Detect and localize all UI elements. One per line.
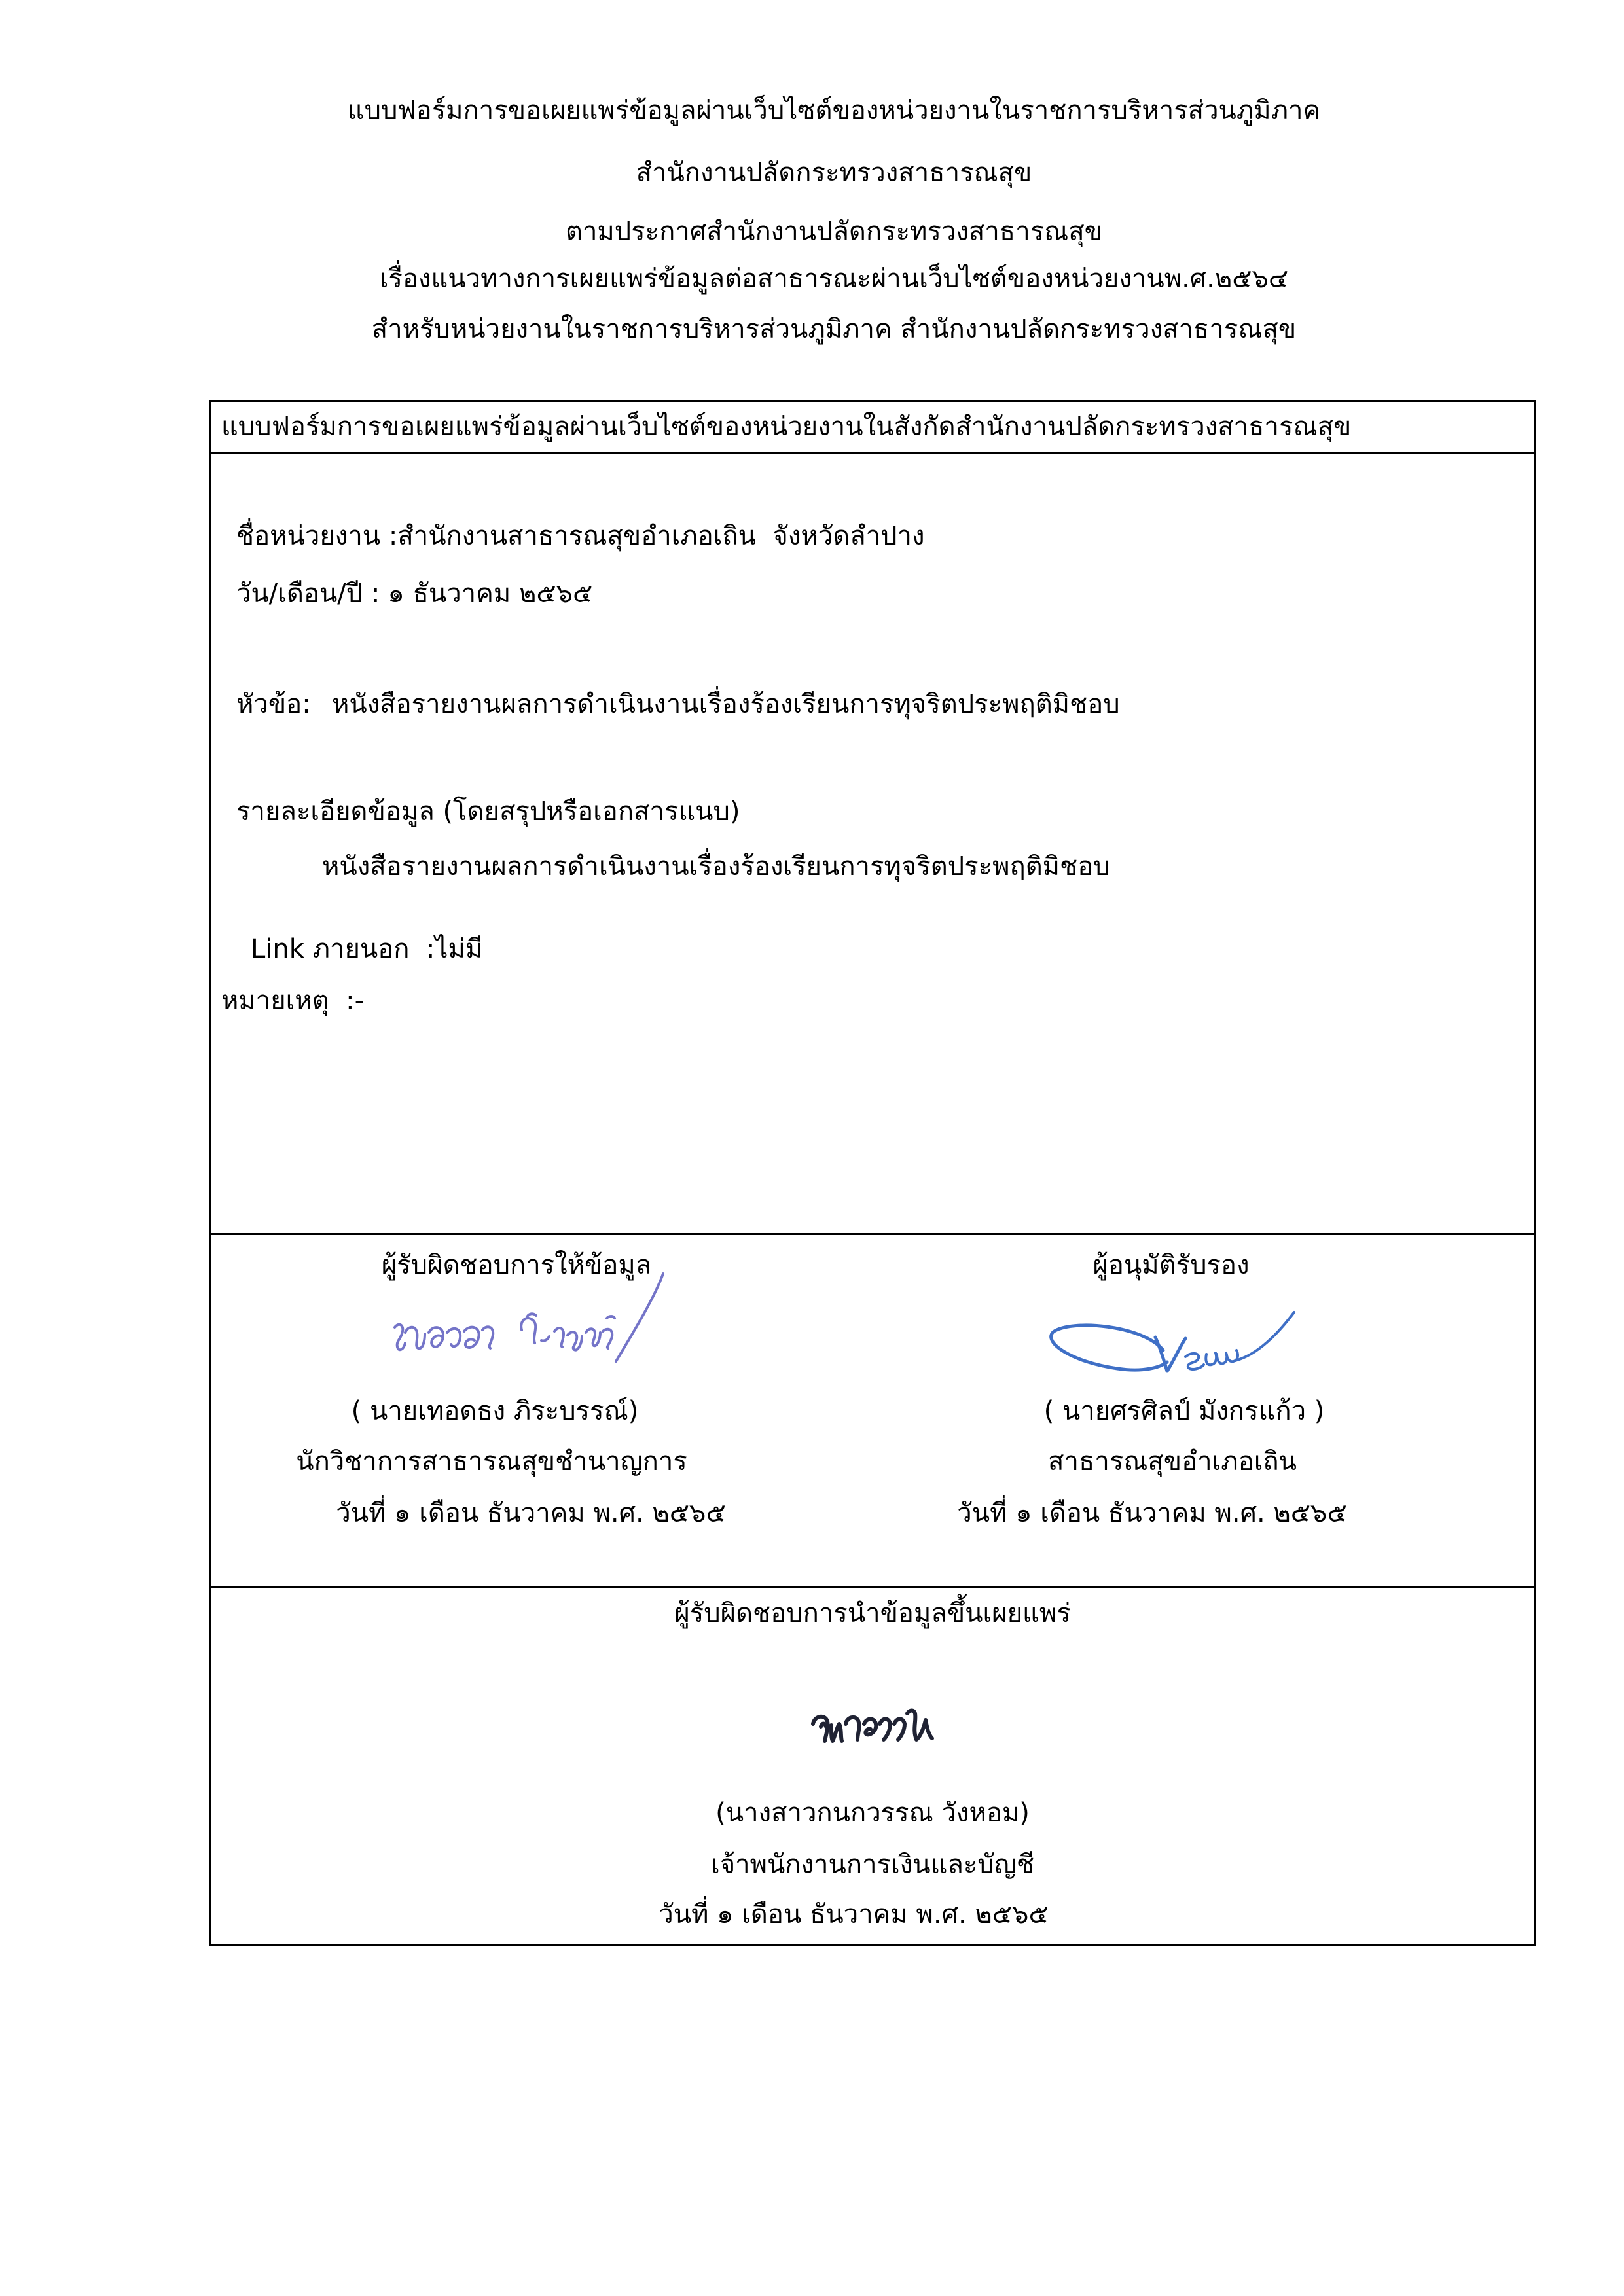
table-divider [209,452,1536,454]
publisher-signature-icon [809,1698,939,1751]
table-divider [209,1233,1536,1235]
date-line [236,575,592,612]
approver-name: ( นายศรศิลป์ มังกรแก้ว ) [1043,1396,1325,1426]
publisher-position: เจ้าพนักงานการเงินและบัญชี [711,1850,1034,1880]
approver-signature-icon [1045,1299,1323,1381]
form-title: แบบฟอร์มการขอเผยแพร่ข้อมูลผ่านเว็บไซต์ของหน่วยงานในสังกัดสำนักงานปลัดกระทรวงสาธารณสุข [221,412,1352,442]
agency-label: ชื่อหน่วยงาน : [236,521,398,551]
agency-value: สำนักงานสาธารณสุขอำเภอเถิน จังหวัดลำปาง [397,521,925,551]
provider-role: ผู้รับผิดชอบการให้ข้อมูล [381,1250,652,1280]
details-label: รายละเอียดข้อมูล (โดยสรุปหรือเอกสารแนบ) [236,797,740,827]
external-link-value: ไม่มี [435,934,483,964]
approver-position: สาธารณสุขอำเภอเถิน [1048,1446,1297,1477]
agency-line [236,518,925,554]
provider-name: ( นายเทอดธง ภิระบรรณ์) [351,1396,639,1426]
publisher-date: วันที่ ๑ เดือน ธันวาคม พ.ศ. ๒๕๖๕ [659,1899,1049,1929]
external-link-label: Link ภายนอก : [251,934,435,964]
document-heading-line-4: เรื่องแนวทางการเผยแพร่ข้อมูลต่อสาธารณะผ่านเว็บไซต์ของหน่วยงานพ.ศ.๒๕๖๔ [379,264,1289,294]
document-heading-line-2: สำนักงานปลัดกระทรวงสาธารณสุข [636,158,1032,188]
table-divider [209,1586,1536,1588]
publisher-role: ผู้รับผิดชอบการนำข้อมูลขึ้นเผยแพร่ [674,1598,1071,1628]
publisher-name: (นางสาวกนกวรรณ วังหอม) [715,1798,1030,1828]
approver-date: วันที่ ๑ เดือน ธันวาคม พ.ศ. ๒๕๖๕ [957,1498,1347,1528]
date-value: ๑ ธันวาคม ๒๕๖๕ [388,579,593,609]
topic-label: หัวข้อ: [236,689,311,719]
note-value: - [354,986,364,1016]
provider-position: นักวิชาการสาธารณสุขชำนาญการ [296,1446,687,1477]
topic-value: หนังสือรายงานผลการดำเนินงานเรื่องร้องเรียนการทุจริตประพฤติมิชอบ [332,689,1120,719]
provider-signature-icon [387,1270,667,1376]
provider-date: วันที่ ๑ เดือน ธันวาคม พ.ศ. ๒๕๖๕ [336,1498,726,1528]
approver-role: ผู้อนุมัติรับรอง [1092,1250,1250,1280]
document-heading-line-3: ตามประกาศสำนักงานปลัดกระทรวงสาธารณสุข [565,217,1103,247]
date-label: วัน/เดือน/ปี : [236,579,380,609]
external-link-line [251,931,482,967]
note-label: หมายเหตุ : [221,986,355,1016]
details-value: หนังสือรายงานผลการดำเนินงานเรื่องร้องเรียนการทุจริตประพฤติมิชอบ [322,852,1110,882]
note-line [221,982,364,1019]
document-heading-line-1: แบบฟอร์มการขอเผยแพร่ข้อมูลผ่านเว็บไซต์ของหน่วยงานในราชการบริหารส่วนภูมิภาค [347,96,1321,126]
document-heading-line-5: สำหรับหน่วยงานในราชการบริหารส่วนภูมิภาค สำนักงานปลัดกระทรวงสาธารณสุข [371,314,1297,344]
